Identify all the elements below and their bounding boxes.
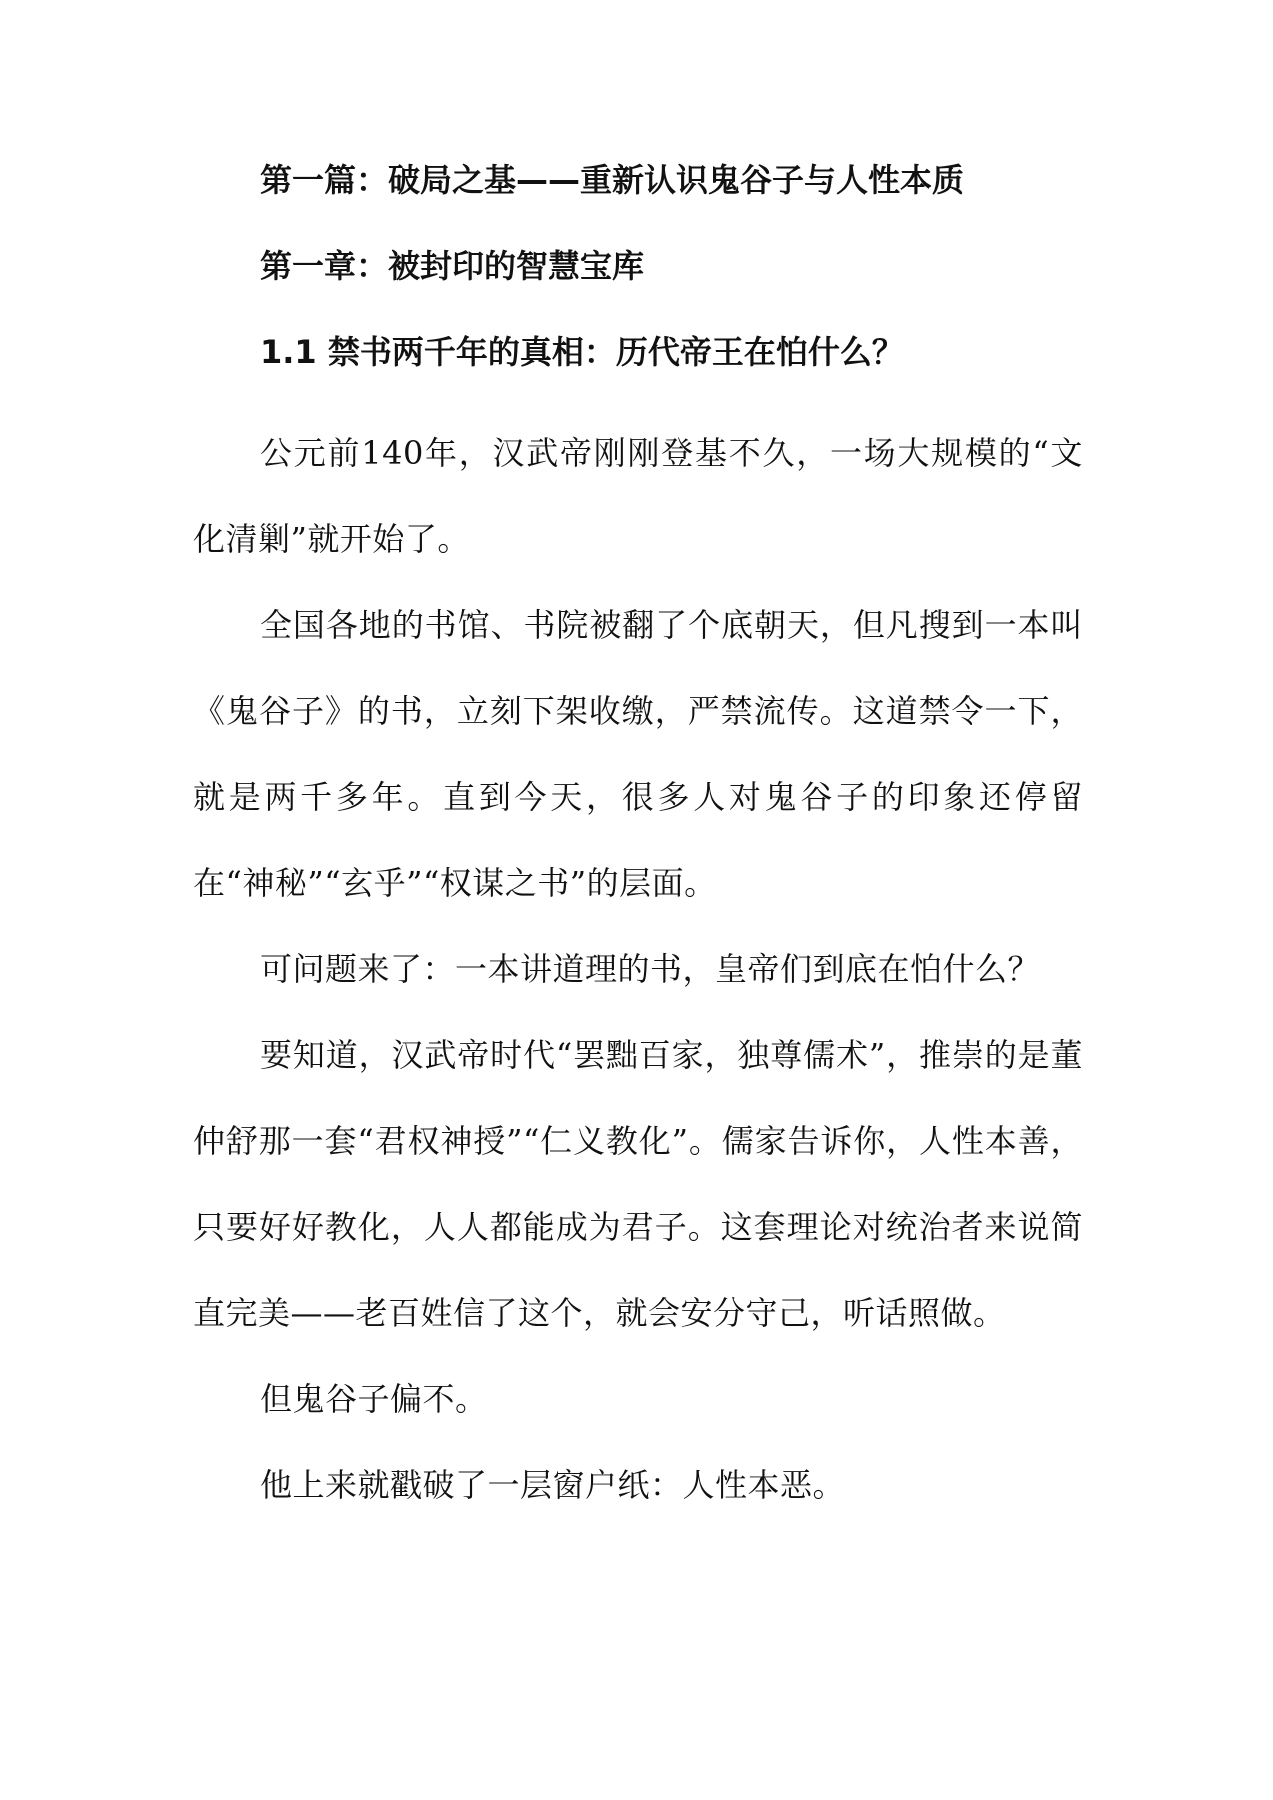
- paragraph: 要知道，汉武帝时代“罢黜百家，独尊儒术”，推崇的是董仲舒那一套“君权神授”“仁义教化”。儒家告诉你，人性本善，只要好好教化，人人都能成为君子。这套理论对统治者来说简直完美——老百姓信了这个，就会安分守己，听话照做。: [193, 1036, 1083, 1332]
- part-title: 第一篇：破局之基——重新认识鬼谷子与人性本质: [260, 161, 965, 199]
- document-body: [193, 160, 1083, 1528]
- paragraph: 公元前140年，汉武帝刚刚登基不久，一场大规模的“文化清剿”就开始了。: [193, 434, 1083, 558]
- paragraph: 可问题来了：一本讲道理的书，皇帝们到底在怕什么？: [260, 950, 1041, 988]
- paragraph: 但鬼谷子偏不。: [260, 1380, 488, 1418]
- chapter-title: 第一章：被封印的智慧宝库: [260, 247, 645, 285]
- section-title: 1.1 禁书两千年的真相：历代帝王在怕什么？: [260, 333, 904, 371]
- paragraph: 全国各地的书馆、书院被翻了个底朝天，但凡搜到一本叫《鬼谷子》的书，立刻下架收缴，严禁流传。这道禁令一下，就是两千多年。直到今天，很多人对鬼谷子的印象还停留在“神秘”“玄乎”“权谋之书”的层面。: [193, 606, 1083, 902]
- paragraph: 他上来就戳破了一层窗户纸：人性本恶。: [260, 1466, 846, 1504]
